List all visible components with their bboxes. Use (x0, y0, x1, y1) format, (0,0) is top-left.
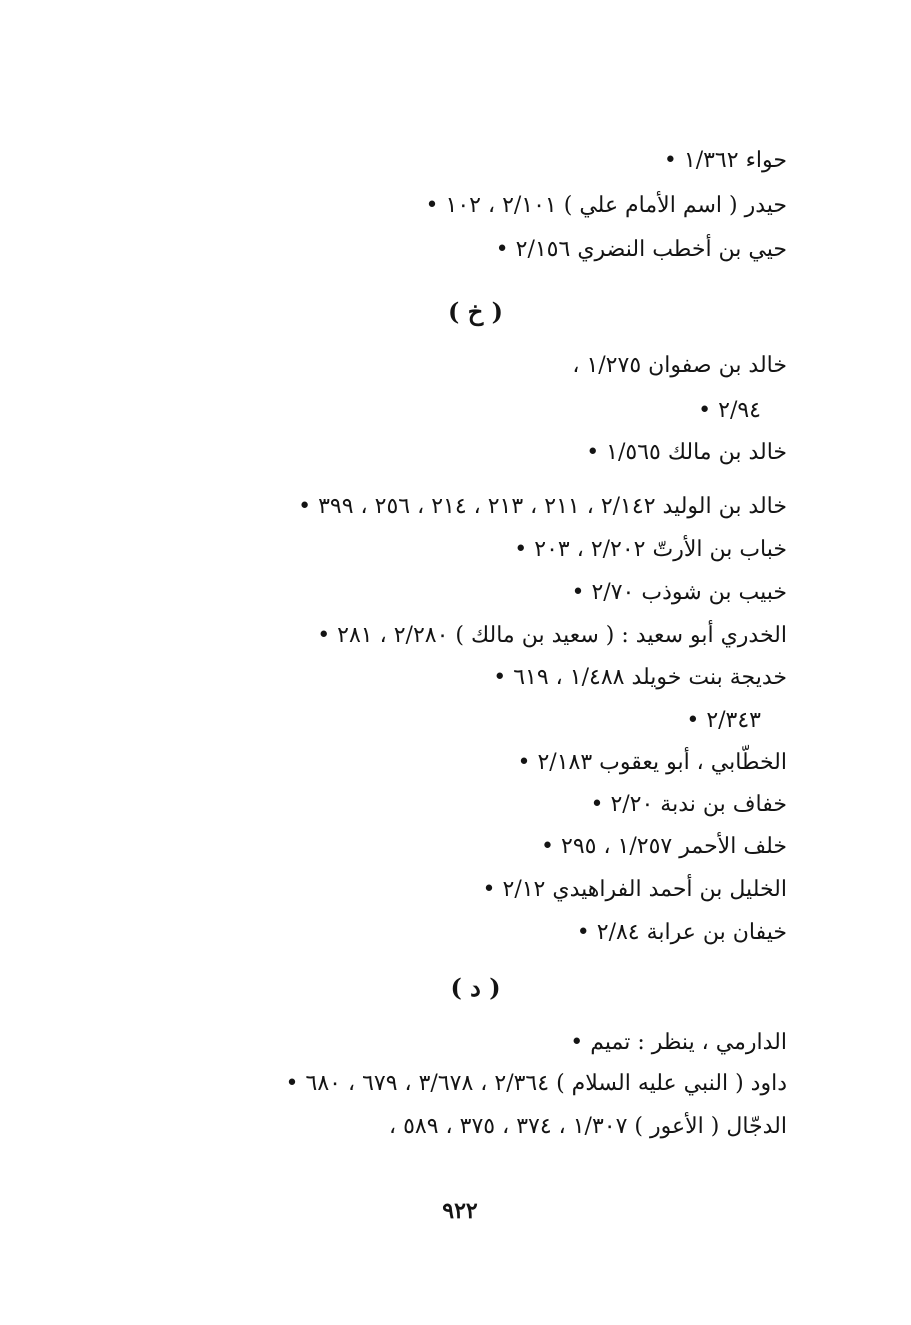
index-entry-haidar: حيدر ( اسم الأمام علي ) ٢/١٠١ ، ١٠٢ • (425, 193, 787, 218)
index-entry-khalid-bin-safwan: خالد بن صفوان ١/٢٧٥ ، (572, 353, 787, 378)
index-entry-khufaf: خفاف بن ندبة ٢/٢٠ • (590, 792, 787, 817)
section-heading-kha: ( خ ) (448, 297, 503, 326)
index-entry-darimi: الدارمي ، ينظر : تميم • (570, 1030, 787, 1055)
section-heading-dal: ( د ) (450, 973, 501, 1002)
page-number: ٩٢٢ (442, 1198, 478, 1224)
index-entry-huyayy: حيي بن أخطب النضري ٢/١٥٦ • (495, 237, 787, 262)
index-entry-continuation: ٢/٩٤ • (698, 398, 761, 423)
index-entry-khudri: الخدري أبو سعيد : ( سعيد بن مالك ) ٢/٢٨٠ ، ٢٨١ • (317, 623, 787, 648)
index-entry-hawwa: حواء ١/٣٦٢ • (663, 148, 787, 173)
index-entry-khalil: الخليل بن أحمد الفراهيدي ٢/١٢ • (482, 877, 787, 902)
index-entry-khalid-bin-malik: خالد بن مالك ١/٥٦٥ • (586, 440, 787, 465)
index-entry-khadija: خديجة بنت خويلد ١/٤٨٨ ، ٦١٩ • (493, 665, 787, 690)
index-entry-khaifan: خيفان بن عرابة ٢/٨٤ • (576, 920, 787, 945)
index-entry-khalid-bin-walid: خالد بن الوليد ٢/١٤٢ ، ٢١١ ، ٢١٣ ، ٢١٤ ، ٢٥٦ ، ٣٩٩ • (298, 494, 787, 519)
index-entry-khubaib: خبيب بن شوذب ٢/٧٠ • (571, 580, 787, 605)
index-entry-khattabi: الخطّابي ، أبو يعقوب ٢/١٨٣ • (517, 750, 787, 775)
index-entry-dajjal: الدجّال ( الأعور ) ١/٣٠٧ ، ٣٧٤ ، ٣٧٥ ، ٥٨٩ ، (389, 1114, 787, 1139)
index-entry-khalaf: خلف الأحمر ١/٢٥٧ ، ٢٩٥ • (541, 834, 787, 859)
index-entry-continuation: ٢/٣٤٣ • (686, 708, 761, 733)
index-entry-dawud: داود ( النبي عليه السلام ) ٢/٣٦٤ ، ٣/٦٧٨ ، ٦٧٩ ، ٦٨٠ • (285, 1071, 787, 1096)
index-entry-khabbab: خباب بن الأرتّ ٢/٢٠٢ ، ٢٠٣ • (514, 537, 787, 562)
